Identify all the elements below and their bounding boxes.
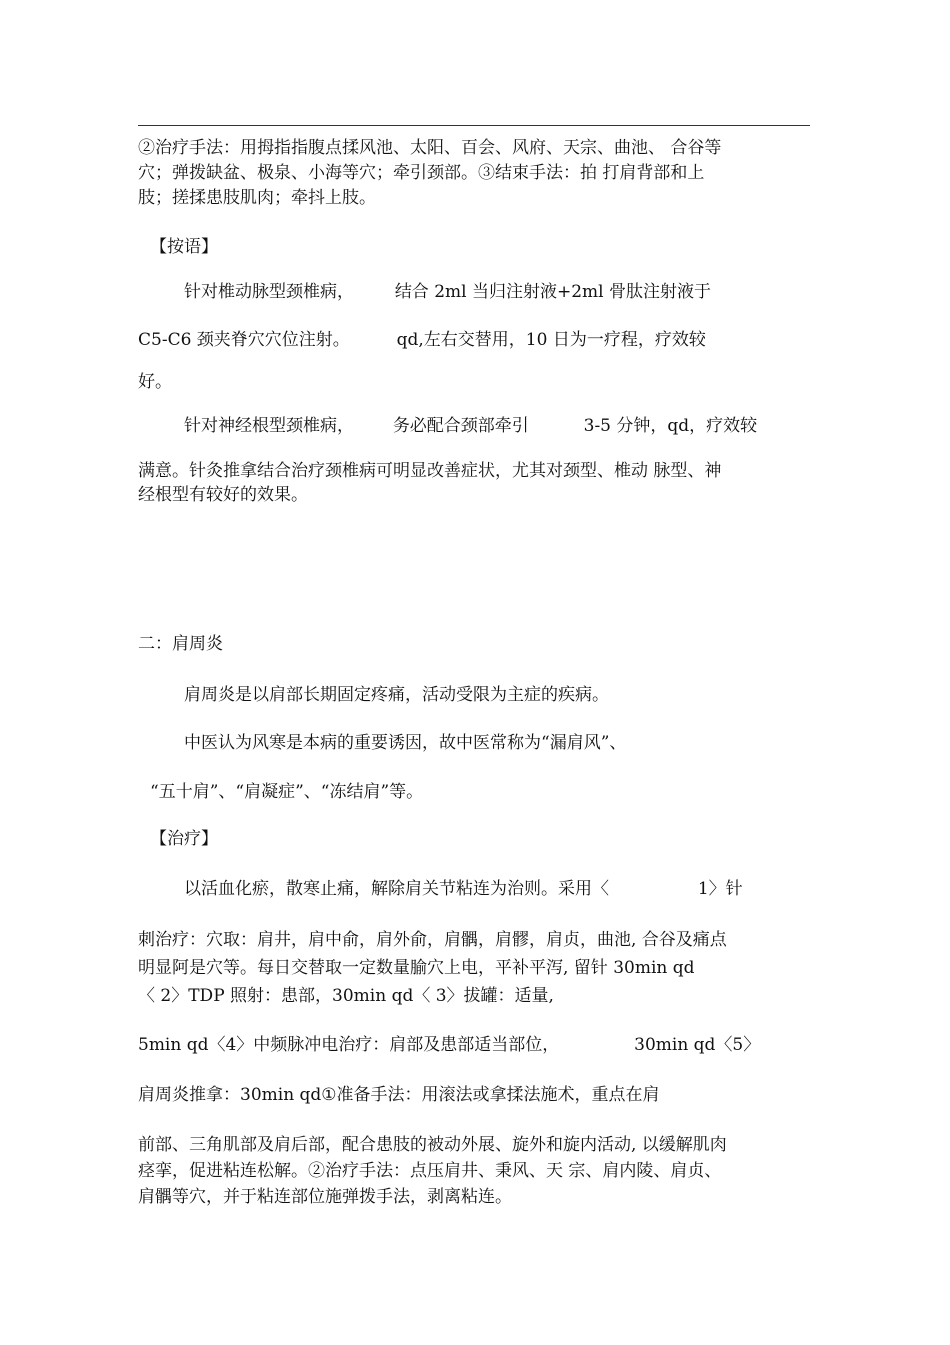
p3-line-3: 经根型有较好的效果。 <box>138 485 308 505</box>
p6-line-6: 肩周炎推拿：30min qd①准备手法：用滚法或拿揉法施术，重点在肩 <box>138 1085 660 1105</box>
p2-line-2-b: qd,左右交替用，10 日为一疗程，疗效较 <box>396 330 706 350</box>
p1-line-3: 肢；搓揉患肢肌肉；牵抖上肢。 <box>138 188 376 208</box>
p2-line-2 <box>138 328 706 352</box>
p3-line-2: 满意。针灸推拿结合治疗颈椎病可明显改善症状，尤其对颈型、椎动 脉型、神 <box>138 461 722 481</box>
p6-line-2: 刺治疗：穴取：肩井，肩中俞，肩外俞，肩髃，肩髎，肩贞，曲池, 合谷及痛点 <box>138 930 727 950</box>
p5-line-2: “五十肩”、“肩凝症”、“冻结肩”等。 <box>150 782 424 802</box>
p3-line-1-b: 务必配合颈部牵引 <box>392 416 529 436</box>
section-2-title: 二：肩周炎 <box>138 634 223 654</box>
p6-line-8: 痉挛，促进粘连松解。②治疗手法：点压肩井、秉风、天 宗、肩内陵、肩贞、 <box>138 1161 722 1181</box>
p3-line-1 <box>184 414 757 438</box>
p3-line-1-c: 3-5 分钟，qd，疗效较 <box>583 416 758 436</box>
header-rule <box>138 125 810 126</box>
p5-line-1: 中医认为风寒是本病的重要诱因，故中医常称为“漏肩风”、 <box>184 733 627 753</box>
p4-line-1: 肩周炎是以肩部长期固定疼痛，活动受限为主症的疾病。 <box>184 685 609 705</box>
p6-line-3: 明显阿是穴等。每日交替取一定数量腧穴上电，平补平泻, 留针 30min qd <box>138 958 695 978</box>
p6-line-1-b: 1〉针 <box>697 879 743 899</box>
anyu-heading: 【按语】 <box>150 237 218 257</box>
p6-line-1-a: 以活血化瘀，散寒止痛，解除肩关节粘连为治则。采用〈 <box>184 879 609 899</box>
p6-line-9: 肩髃等穴，并于粘连部位施弹拨手法，剥离粘连。 <box>138 1187 512 1207</box>
p2-line-3: 好。 <box>138 372 172 392</box>
p2-line-2-a: C5-C6 颈夹脊穴穴位注射。 <box>138 330 350 350</box>
p2-line-1-b: 结合 2ml 当归注射液+2ml 骨肽注射液于 <box>394 282 712 302</box>
p6-line-5-a: 5min qd〈4〉中频脉冲电治疗：肩部及患部适当部位， <box>138 1035 560 1055</box>
p6-line-5 <box>138 1033 760 1057</box>
p2-line-1-a: 针对椎动脉型颈椎病， <box>184 282 354 302</box>
p1-line-2: 穴；弹拨缺盆、极泉、小海等穴；牵引颈部。③结束手法：拍 打肩背部和上 <box>138 163 705 183</box>
p6-line-4: 〈 2〉TDP 照射：患部，30min qd〈 3〉拔罐：适量, <box>138 986 554 1006</box>
p1-line-1: ②治疗手法：用拇指指腹点揉风池、太阳、百会、风府、天宗、曲池、 合谷等 <box>138 138 722 158</box>
p6-line-7: 前部、三角肌部及肩后部，配合患肢的被动外展、旋外和旋内活动, 以缓解肌肉 <box>138 1135 727 1155</box>
zhiliao-heading: 【治疗】 <box>150 829 218 849</box>
p3-line-1-a: 针对神经根型颈椎病， <box>184 416 354 436</box>
p6-line-5-b: 30min qd〈5〉 <box>634 1035 761 1055</box>
p2-line-1 <box>184 280 711 304</box>
p6-line-1 <box>184 877 743 901</box>
